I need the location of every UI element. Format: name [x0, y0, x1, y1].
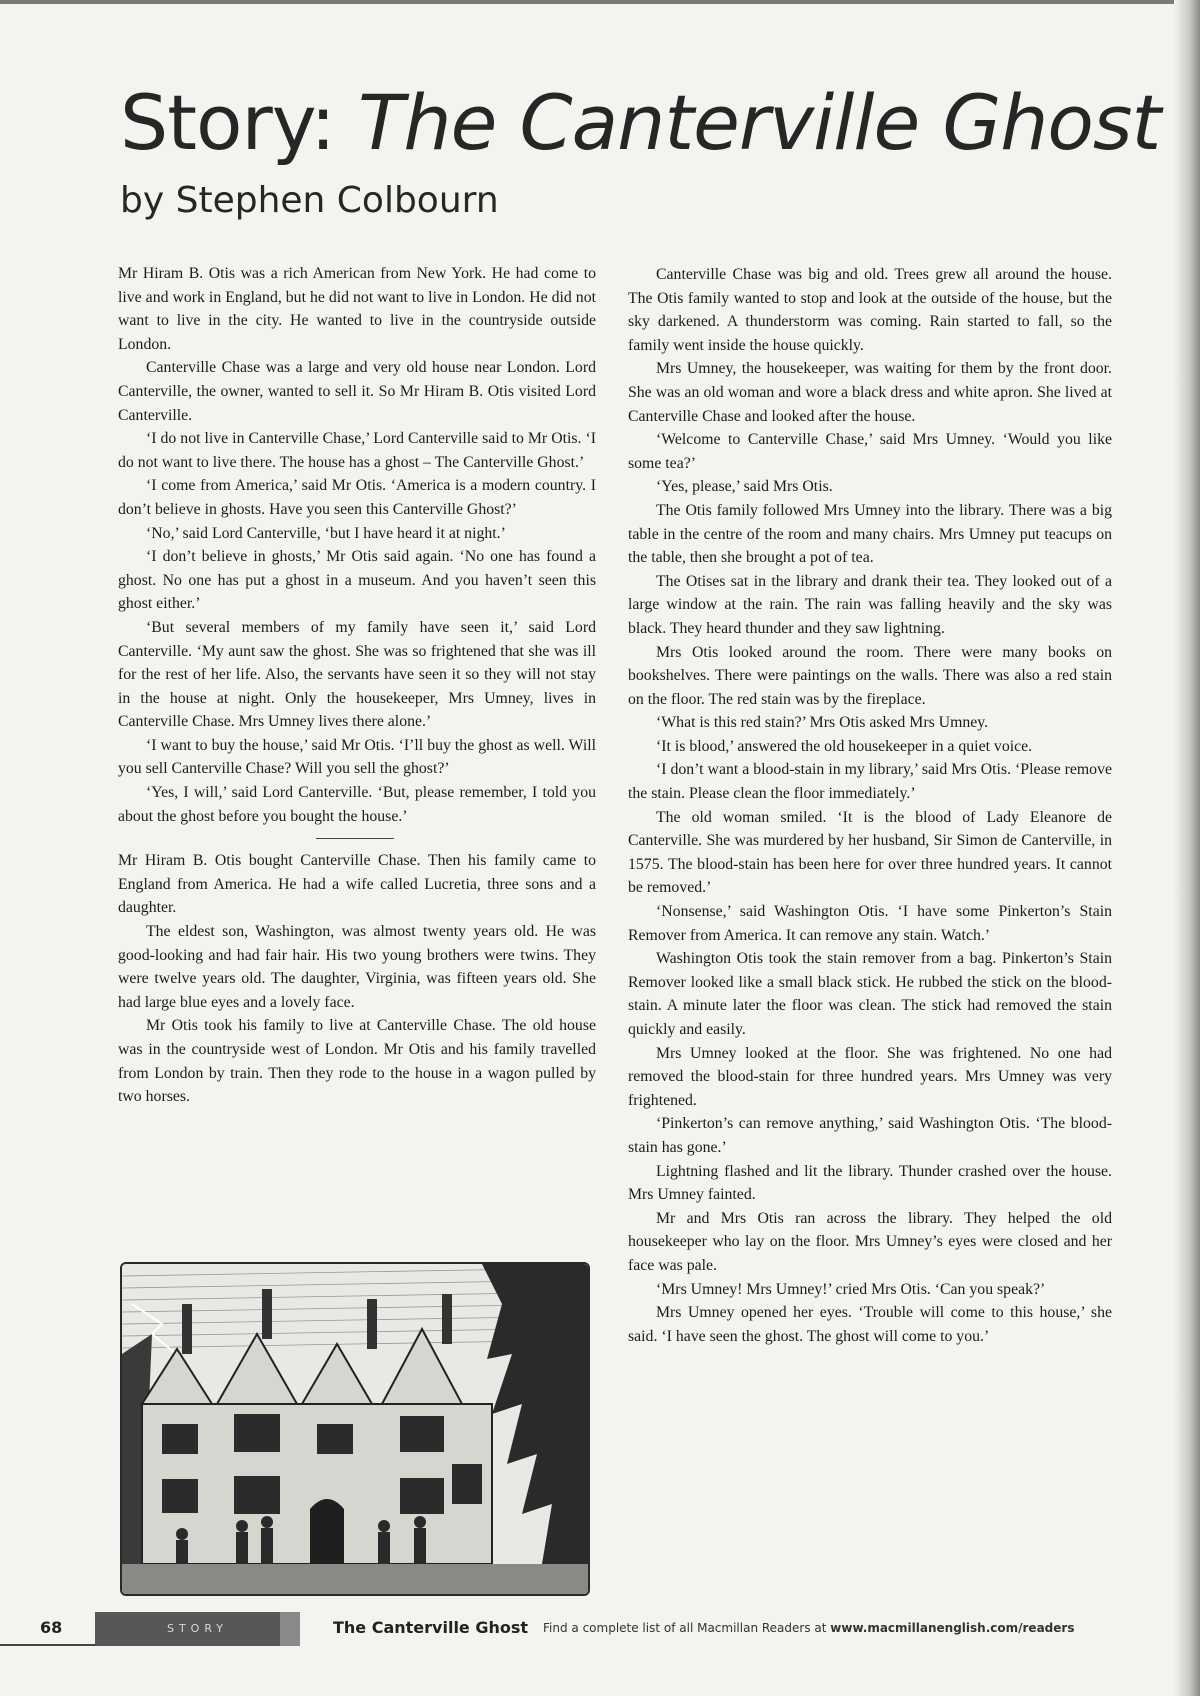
paragraph: Washington Otis took the stain remover from a bag. Pinkerton’s Stain Remover looked like a small black stick. He rubbed the stick on the blood-stain. A minute later the floor was clean. The stick had removed the stain quickly and easily. [628, 950, 1112, 1038]
left-column [118, 262, 596, 1109]
paragraph: ‘Nonsense,’ said Washington Otis. ‘I have some Pinkerton’s Stain Remover from America. It can remove any stain. Watch.’ [628, 903, 1112, 944]
paragraph: Mrs Umney, the housekeeper, was waiting for them by the front door. She was an old woman and wore a black dress and white apron. She lived at Canterville Chase and looked after the house. [628, 360, 1112, 425]
footer-url-link[interactable]: www.macmillanenglish.com/readers [830, 1621, 1075, 1635]
footer-rule [0, 1644, 95, 1646]
top-edge [0, 0, 1200, 4]
paragraph: The old woman smiled. ‘It is the blood of Lady Eleanore de Canterville. She was murdered by her husband, Sir Simon de Canterville, in 1575. The blood-stain has been here for over three hundred years. It cannot be removed.’ [628, 808, 1112, 897]
paragraph: ‘Yes, I will,’ said Lord Canterville. ‘But, please remember, I told you about the ghost before you bought the house.’ [118, 784, 596, 825]
paragraph: Canterville Chase was big and old. Trees grew all around the house. The Otis family wanted to stop and look at the outside of the house, but the sky darkened. A thunderstorm was coming. Rain started to fall, so the family went inside the house quickly. [628, 266, 1112, 354]
paragraph: ‘I do not live in Canterville Chase,’ Lord Canterville said to Mr Otis. ‘I do not want to live there. The house has a ghost – The Canterville Ghost.’ [118, 430, 596, 471]
page-number: 68 [40, 1618, 63, 1637]
paragraph: ‘Pinkerton’s can remove anything,’ said Washington Otis. ‘The blood-stain has gone.’ [628, 1115, 1112, 1156]
house-illustration [120, 1262, 590, 1596]
paragraph: ‘Mrs Umney! Mrs Umney!’ cried Mrs Otis. ‘Can you speak?’ [656, 1280, 1046, 1298]
page-title [120, 78, 1160, 167]
paragraph: Mrs Otis looked around the room. There were many books on bookshelves. There were paintings on the walls. There was also a red stain on the floor. The red stain was by the fireplace. [628, 643, 1112, 708]
paragraph: Mr and Mrs Otis ran across the library. They helped the old housekeeper who lay on the floor. Mrs Umney’s eyes were closed and her face was pale. [628, 1209, 1112, 1274]
paragraph: Mrs Umney opened her eyes. ‘Trouble will come to this house,’ she said. ‘I have seen the ghost. The ghost will come to you.’ [628, 1304, 1112, 1345]
paragraph: ‘I want to buy the house,’ said Mr Otis. ‘I’ll buy the ghost as well. Will you sell Canterville Chase? Will you sell the ghost?’ [118, 736, 596, 778]
paragraph: ‘I come from America,’ said Mr Otis. ‘America is a modern country. I don’t believe in ghosts. Have you seen this Canterville Ghost?’ [118, 477, 596, 518]
section-tag: STORY [95, 1612, 300, 1646]
paragraph: Mr Hiram B. Otis was a rich American from New York. He had come to live and work in England, but he did not want to live in London. He did not want to live in the city. He wanted to live in the countryside outside London. [118, 265, 596, 353]
paragraph: Mr Hiram B. Otis bought Canterville Chase. Then his family came to England from America. He had a wife called Lucretia, three sons and a daughter. [118, 852, 596, 917]
paragraph: Mrs Umney looked at the floor. She was frightened. No one had removed the blood-stain for three hundred years. Mrs Umney was very frightened. [628, 1044, 1112, 1109]
paragraph: ‘Welcome to Canterville Chase,’ said Mrs Umney. ‘Would you like some tea?’ [628, 431, 1112, 472]
paragraph: ‘Yes, please,’ said Mrs Otis. [656, 478, 833, 496]
byline: by Stephen Colbourn [120, 180, 499, 221]
section-divider [316, 838, 394, 839]
paragraph: ‘But several members of my family have seen it,’ said Lord Canterville. ‘My aunt saw the ghost. She was so frightened that she was ill for the rest of her life. Also, the servants have seen it so they will not stay in the house at night. Only the housekeeper, Mrs Umney, lives in Canterville Chase. Mrs Umney lives there alone.’ [118, 618, 596, 731]
paragraph: Lightning flashed and lit the library. Thunder crashed over the house. Mrs Umney fainted. [628, 1162, 1112, 1204]
paragraph: The Otis family followed Mrs Umney into the library. There was a big table in the centre of the room and many chairs. Mrs Umney put teacups on the table, then she brought a pot of tea. [628, 501, 1112, 567]
paragraph: ‘What is this red stain?’ Mrs Otis asked Mrs Umney. [656, 714, 989, 732]
paragraph: ‘I don’t believe in ghosts,’ Mr Otis said again. ‘No one has found a ghost. No one has put a ghost in a museum. And you haven’t seen this ghost either.’ [118, 548, 596, 613]
footer-note [543, 1621, 1074, 1635]
paragraph: Mr Otis took his family to live at Canterville Chase. The old house was in the countryside west of London. Mr Otis and his family travelled from London by train. Then they rode to the house in a wagon pulled by two horses. [118, 1017, 596, 1106]
paragraph: The eldest son, Washington, was almost twenty years old. He was good-looking and had fair hair. His two young brothers were twins. They were twelve years old. The daughter, Virginia, was fifteen years old. She had large blue eyes and a lovely face. [118, 923, 596, 1011]
section-tag-accent [280, 1612, 300, 1646]
paragraph: ‘I don’t want a blood-stain in my library,’ said Mrs Otis. ‘Please remove the stain. Please clean the floor immediately.’ [628, 761, 1112, 803]
title-italic: The Canterville Ghost [358, 78, 1161, 167]
paragraph: Canterville Chase was a large and very old house near London. Lord Canterville, the owner, wanted to sell it. So Mr Hiram B. Otis visited Lord Canterville. [118, 359, 596, 424]
paragraph: The Otises sat in the library and drank their tea. They looked out of a large window at the rain. The rain was falling heavily and the sky was black. They heard thunder and they saw lightning. [628, 572, 1112, 637]
page-gutter-shadow [1174, 0, 1200, 1696]
paragraph: ‘No,’ said Lord Canterville, ‘but I have heard it at night.’ [146, 524, 506, 542]
footer-note-text: Find a complete list of all Macmillan Readers at [543, 1621, 831, 1635]
footer-book-title: The Canterville Ghost [333, 1618, 529, 1637]
paragraph: ‘It is blood,’ answered the old housekeeper in a quiet voice. [656, 737, 1033, 755]
house-illustration-drawing [122, 1264, 588, 1594]
right-column [628, 263, 1112, 1348]
page-footer [0, 1608, 1200, 1648]
title-prefix: Story: [120, 78, 358, 167]
